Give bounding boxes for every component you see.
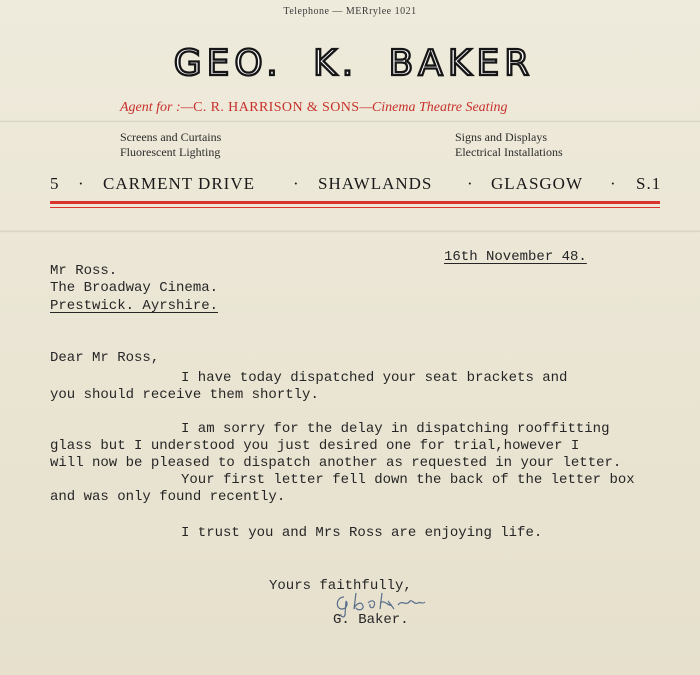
address-separator: ·	[293, 174, 299, 193]
body-line: Your first letter fell down the back of the letter box	[181, 472, 635, 488]
body-line: and was only found recently.	[50, 489, 286, 505]
agent-tail: —Cinema Theatre Seating	[359, 100, 508, 115]
red-rule	[50, 201, 660, 204]
paper-fold	[0, 120, 700, 123]
recipient-line: Prestwick. Ayrshire.	[50, 298, 219, 314]
address-city: GLASGOW	[491, 174, 583, 193]
address-district: SHAWLANDS	[318, 174, 433, 193]
body-line: you should receive them shortly.	[50, 387, 319, 403]
body-line: I am sorry for the delay in dispatching rooffitting	[181, 421, 610, 437]
company-name: GEO. K. BAKER	[173, 43, 535, 84]
salutation: Dear Mr Ross,	[50, 350, 160, 366]
address-separator: ·	[78, 174, 84, 193]
address-separator: ·	[610, 174, 616, 193]
address-postcode: S.1	[636, 174, 662, 193]
agent-label: Agent for :—	[120, 100, 194, 115]
address-street: CARMENT DRIVE	[103, 174, 255, 193]
signature-name: G. Baker.	[333, 612, 409, 628]
red-rule-thin	[50, 207, 660, 208]
services-right	[455, 130, 563, 160]
service-item: Fluorescent Lighting	[120, 145, 221, 159]
service-item: Signs and Displays	[455, 130, 548, 144]
recipient-line: The Broadway Cinema.	[50, 280, 219, 296]
body-line: I trust you and Mrs Ross are enjoying life.	[181, 525, 543, 541]
agent-firm: C. R. HARRISON & SONS	[193, 100, 360, 115]
services-left	[120, 130, 221, 160]
service-item: Screens and Curtains	[120, 130, 222, 144]
address-separator: ·	[467, 174, 473, 193]
closing: Yours faithfully,	[269, 578, 412, 594]
body-line: I have today dispatched your seat brackets and	[181, 370, 568, 386]
paper-fold	[0, 230, 700, 233]
agent-line	[120, 100, 507, 116]
address-number: 5	[50, 174, 60, 193]
body-line: glass but I understood you just desired one for trial,however I	[50, 438, 580, 454]
body-line: will now be pleased to dispatch another as requested in your letter.	[50, 455, 622, 471]
telephone-line: Telephone — MERrylee 1021	[283, 6, 417, 17]
letter-date: 16th November 48.	[444, 249, 587, 265]
recipient-line: Mr Ross.	[50, 263, 118, 279]
service-item: Electrical Installations	[455, 145, 563, 159]
